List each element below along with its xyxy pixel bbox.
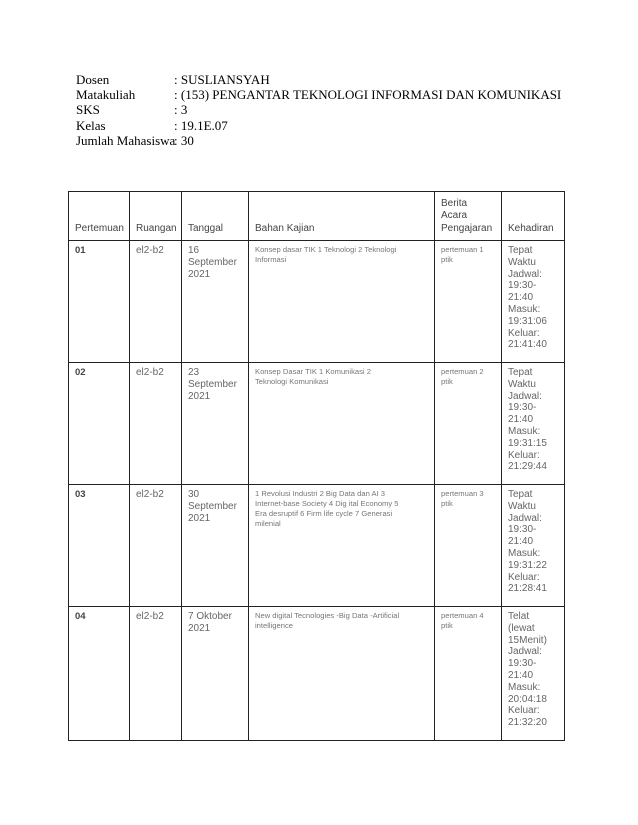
cell-pertemuan: 04 bbox=[69, 607, 130, 741]
info-row-dosen bbox=[76, 72, 561, 87]
cell-line: Waktu bbox=[508, 500, 536, 512]
info-row-jumlah-mahasiswa bbox=[76, 133, 561, 148]
attendance-table bbox=[68, 191, 565, 741]
cell-line: 21:40 bbox=[508, 292, 534, 304]
cell-line: 19:30- bbox=[508, 280, 537, 292]
cell-kehadiran bbox=[502, 363, 565, 485]
header-kehadiran: Kehadiran bbox=[502, 192, 565, 241]
cell-line: ptik bbox=[441, 377, 453, 386]
cell-line: Jadwal: bbox=[508, 646, 542, 658]
cell-line: Masuk: bbox=[508, 681, 541, 693]
cell-line: 7 Oktober bbox=[188, 611, 232, 622]
cell-line: September bbox=[188, 501, 237, 513]
cell-line: Keluar: bbox=[508, 327, 540, 339]
cell-kehadiran bbox=[502, 607, 565, 741]
cell-line: 2021 bbox=[188, 269, 211, 281]
cell-pertemuan: 03 bbox=[69, 485, 130, 607]
cell-berita-acara bbox=[435, 607, 502, 741]
info-row-sks bbox=[76, 102, 561, 117]
info-value: : 3 bbox=[174, 102, 188, 118]
cell-line: Teknologi Komunikasi bbox=[255, 377, 329, 386]
cell-line: Informasi bbox=[255, 255, 287, 264]
cell-line: 30 bbox=[188, 489, 200, 500]
cell-line: 21:40 bbox=[508, 414, 534, 426]
cell-bahan-kajian bbox=[249, 485, 435, 607]
info-label: SKS bbox=[76, 102, 100, 118]
cell-line: 20:04:18 bbox=[508, 693, 547, 705]
cell-line: 21:32:20 bbox=[508, 717, 547, 729]
cell-line: 2021 bbox=[188, 623, 211, 635]
table-row bbox=[69, 485, 565, 607]
cell-berita-acara bbox=[435, 241, 502, 363]
cell-kehadiran bbox=[502, 485, 565, 607]
cell-line: New digital Tecnologies -Big Data -Artificial bbox=[255, 611, 400, 620]
cell-line: 23 bbox=[188, 367, 200, 378]
cell-line: (lewat bbox=[508, 622, 535, 634]
cell-line: Internet-base Society 4 Dig ital Economy 5 bbox=[255, 499, 399, 508]
cell-tanggal bbox=[182, 363, 249, 485]
cell-line: 19:31:15 bbox=[508, 437, 547, 449]
info-row-kelas bbox=[76, 118, 561, 133]
cell-line: 2021 bbox=[188, 391, 211, 403]
cell-line: Keluar: bbox=[508, 571, 540, 583]
info-value: : SUSLIANSYAH bbox=[174, 72, 270, 87]
cell-line: Waktu bbox=[508, 378, 536, 390]
info-label: Jumlah Mahasiswa bbox=[76, 132, 176, 148]
cell-line: 19:30- bbox=[508, 524, 537, 536]
cell-line: 21:40 bbox=[508, 536, 534, 548]
cell-line: ptik bbox=[441, 621, 453, 630]
cell-line: Era desruptif 6 Firm life cycle 7 Generasi bbox=[255, 509, 393, 518]
cell-line: ptik bbox=[441, 499, 453, 508]
header-line: Pengajaran bbox=[441, 222, 493, 234]
cell-line: pertemuan 2 bbox=[441, 367, 484, 376]
cell-line: ptik bbox=[441, 255, 453, 264]
cell-line: 19:30- bbox=[508, 658, 537, 670]
cell-ruangan: el2-b2 bbox=[130, 485, 182, 607]
cell-line: Masuk: bbox=[508, 547, 541, 559]
header-berita-acara bbox=[435, 192, 502, 241]
info-label: Kelas bbox=[76, 117, 106, 133]
header-bahan-kajian: Bahan Kajian bbox=[249, 192, 435, 241]
cell-pertemuan: 02 bbox=[69, 363, 130, 485]
cell-line: pertemuan 3 bbox=[441, 489, 484, 498]
course-info bbox=[76, 72, 561, 148]
cell-line: pertemuan 4 bbox=[441, 611, 484, 620]
cell-line: Telat bbox=[508, 611, 530, 622]
header-line: Acara bbox=[441, 210, 468, 221]
cell-ruangan: el2-b2 bbox=[130, 363, 182, 485]
cell-bahan-kajian bbox=[249, 363, 435, 485]
info-value: : 19.1E.07 bbox=[174, 117, 228, 133]
header-ruangan: Ruangan bbox=[130, 192, 182, 241]
cell-line: 19:31:22 bbox=[508, 559, 547, 571]
table-row bbox=[69, 241, 565, 363]
info-value: : 30 bbox=[174, 132, 194, 148]
cell-line: Konsep dasar TIK 1 Teknologi 2 Teknologi bbox=[255, 245, 397, 254]
cell-line: 19:31:06 bbox=[508, 315, 547, 327]
cell-line: 21:40 bbox=[508, 669, 534, 681]
cell-line: intelligence bbox=[255, 621, 293, 630]
cell-line: Tepat bbox=[508, 245, 533, 256]
cell-berita-acara bbox=[435, 485, 502, 607]
cell-line: 2021 bbox=[188, 513, 211, 525]
cell-line: September bbox=[188, 257, 237, 269]
info-label: Dosen bbox=[76, 72, 110, 87]
cell-line: 15Menit) bbox=[508, 634, 547, 646]
header-line: Berita bbox=[441, 197, 468, 209]
cell-tanggal bbox=[182, 607, 249, 741]
table-header-row bbox=[69, 192, 565, 241]
cell-pertemuan: 01 bbox=[69, 241, 130, 363]
header-tanggal: Tanggal bbox=[182, 192, 249, 241]
cell-line: 21:28:41 bbox=[508, 583, 547, 595]
cell-bahan-kajian bbox=[249, 607, 435, 741]
cell-line: Waktu bbox=[508, 256, 536, 268]
table-row bbox=[69, 363, 565, 485]
cell-bahan-kajian bbox=[249, 241, 435, 363]
cell-line: pertemuan 1 bbox=[441, 245, 484, 254]
cell-tanggal bbox=[182, 241, 249, 363]
cell-line: Keluar: bbox=[508, 449, 540, 461]
cell-line: Masuk: bbox=[508, 303, 541, 315]
cell-tanggal bbox=[182, 485, 249, 607]
info-row-matakuliah bbox=[76, 87, 561, 102]
cell-line: Tepat bbox=[508, 489, 533, 500]
cell-berita-acara bbox=[435, 363, 502, 485]
cell-ruangan: el2-b2 bbox=[130, 241, 182, 363]
cell-line: 21:41:40 bbox=[508, 339, 547, 351]
cell-line: Konsep Dasar TIK 1 Komunikasi 2 bbox=[255, 367, 371, 376]
info-label: Matakuliah bbox=[76, 87, 136, 103]
cell-line: Keluar: bbox=[508, 705, 540, 717]
info-value: : (153) PENGANTAR TEKNOLOGI INFORMASI DAN KOMUNIKASI bbox=[174, 87, 562, 103]
cell-line: milenial bbox=[255, 519, 281, 528]
cell-line: September bbox=[188, 379, 237, 391]
cell-line: 21:29:44 bbox=[508, 461, 547, 473]
cell-line: 19:30- bbox=[508, 402, 537, 414]
cell-line: Jadwal: bbox=[508, 512, 542, 524]
table-row bbox=[69, 607, 565, 741]
cell-line: Jadwal: bbox=[508, 268, 542, 280]
cell-line: Tepat bbox=[508, 367, 533, 378]
header-pertemuan: Pertemuan bbox=[69, 192, 130, 241]
cell-kehadiran bbox=[502, 241, 565, 363]
cell-line: 16 bbox=[188, 245, 200, 256]
cell-line: Masuk: bbox=[508, 425, 541, 437]
cell-line: Jadwal: bbox=[508, 390, 542, 402]
cell-ruangan: el2-b2 bbox=[130, 607, 182, 741]
cell-line: 1 Revolusi Industri 2 Big Data dan AI 3 bbox=[255, 489, 386, 498]
